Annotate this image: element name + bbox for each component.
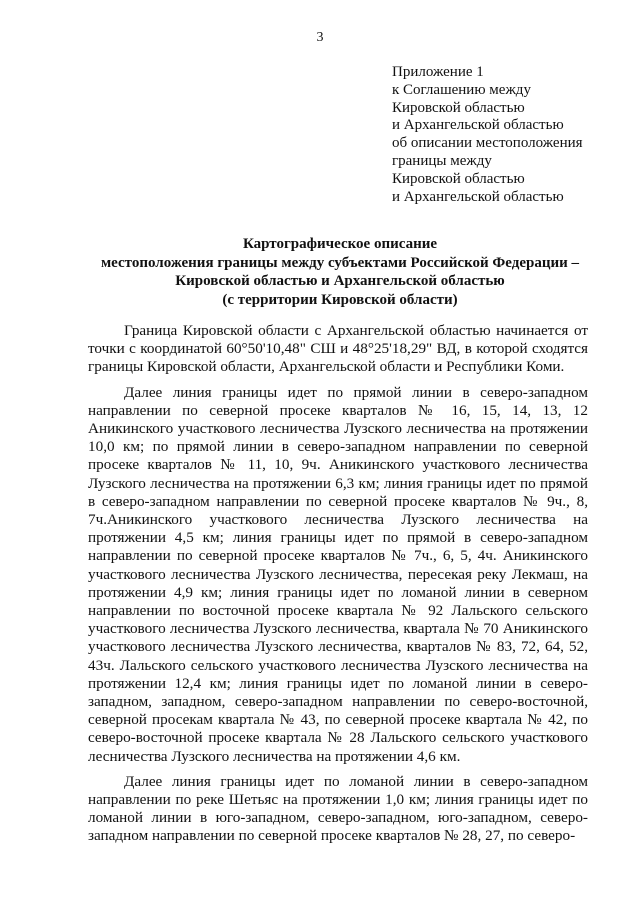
appendix-line: и Архангельской областью bbox=[392, 117, 564, 134]
body-paragraph: Далее линия границы идет по прямой линии в северо-западном направлении по северной просеке кварталов № 16, 15, 14, 13, 12 Аникинского участкового лесничества Лузского лесничества на протяжении 10,0 км; по прямой линии в северо-западном направлении по северной просеке кварталов № 11, 10, 9ч. Аникинского участкового лесничества Лузского лесничества на протяжении 6,3 км; линия границы идет по прямой в северо-западном направлении по северной просеке кварталов № 9ч., 8, 7ч.Аникинского участкового лесничества Лузского лесничества на протяжении 4,5 км; линия границы идет по прямой в северо-западном направлении по северной просеке кварталов № 7ч., 6, 5, 4ч. Аникинского участкового лесничества Лузского лесничества, пересекая реку Лекмаш, на протяжении 4,9 км; линия границы идет по ломаной линии в северном направлении по восточной просеке квартала № 92 Лальского сельского участкового лесничества Лузского лесничества, квартала № 70 Аникинского участкового лесничества Лузского лесничества, кварталов № 83, 72, 64, 52, 43ч. Лальского сельского участкового лесничества Лузского лесничества на протяжении 12,4 км; линия границы идет по ломаной линии в северо-западном, западном, северо-западном направлении по северо-восточной, северной просекам квартала № 43, по северной просеке квартала № 42, по северо-восточной просеке квартала № 28 Лальского сельского участкового лесничества Лузского лесничества на протяжении 4,6 км. bbox=[88, 383, 588, 765]
title-line: Кировской областью и Архангельской областью bbox=[175, 273, 505, 289]
appendix-line: границы между bbox=[392, 152, 492, 169]
title-line: Картографическое описание bbox=[242, 236, 438, 252]
appendix-line: Кировской областью bbox=[392, 99, 525, 116]
body-paragraph: Далее линия границы идет по ломаной линии в северо-западном направлении по реке Шетьяс на протяжении 1,0 км; линия границы идет по ломаной линии в юго-западном, северо-западном, юго-западном, северо-западном направлении по северной просеке кварталов № 28, 27, по северо- bbox=[88, 772, 588, 845]
appendix-line: Приложение 1 bbox=[392, 64, 484, 80]
appendix-line: и Архангельской областью bbox=[392, 188, 564, 205]
document-title bbox=[60, 235, 620, 309]
body-paragraph: Граница Кировской области с Архангельской областью начинается от точки с координатой 60°50'10,48" СШ и 48°25'18,29" ВД, в которой сходятся границы Кировской области, Архангельской области и Республики Коми. bbox=[88, 322, 588, 376]
title-line: местоположения границы между субъектами Российской Федерации – bbox=[100, 254, 580, 271]
appendix-line: Кировской областью bbox=[392, 170, 525, 187]
title-line: (с территории Кировской области) bbox=[222, 291, 458, 308]
page-number: 3 bbox=[316, 30, 324, 45]
appendix-line: об описании местоположения bbox=[392, 135, 583, 152]
appendix-block bbox=[392, 64, 612, 206]
document-body bbox=[88, 322, 588, 853]
appendix-line: к Соглашению между bbox=[392, 81, 531, 98]
